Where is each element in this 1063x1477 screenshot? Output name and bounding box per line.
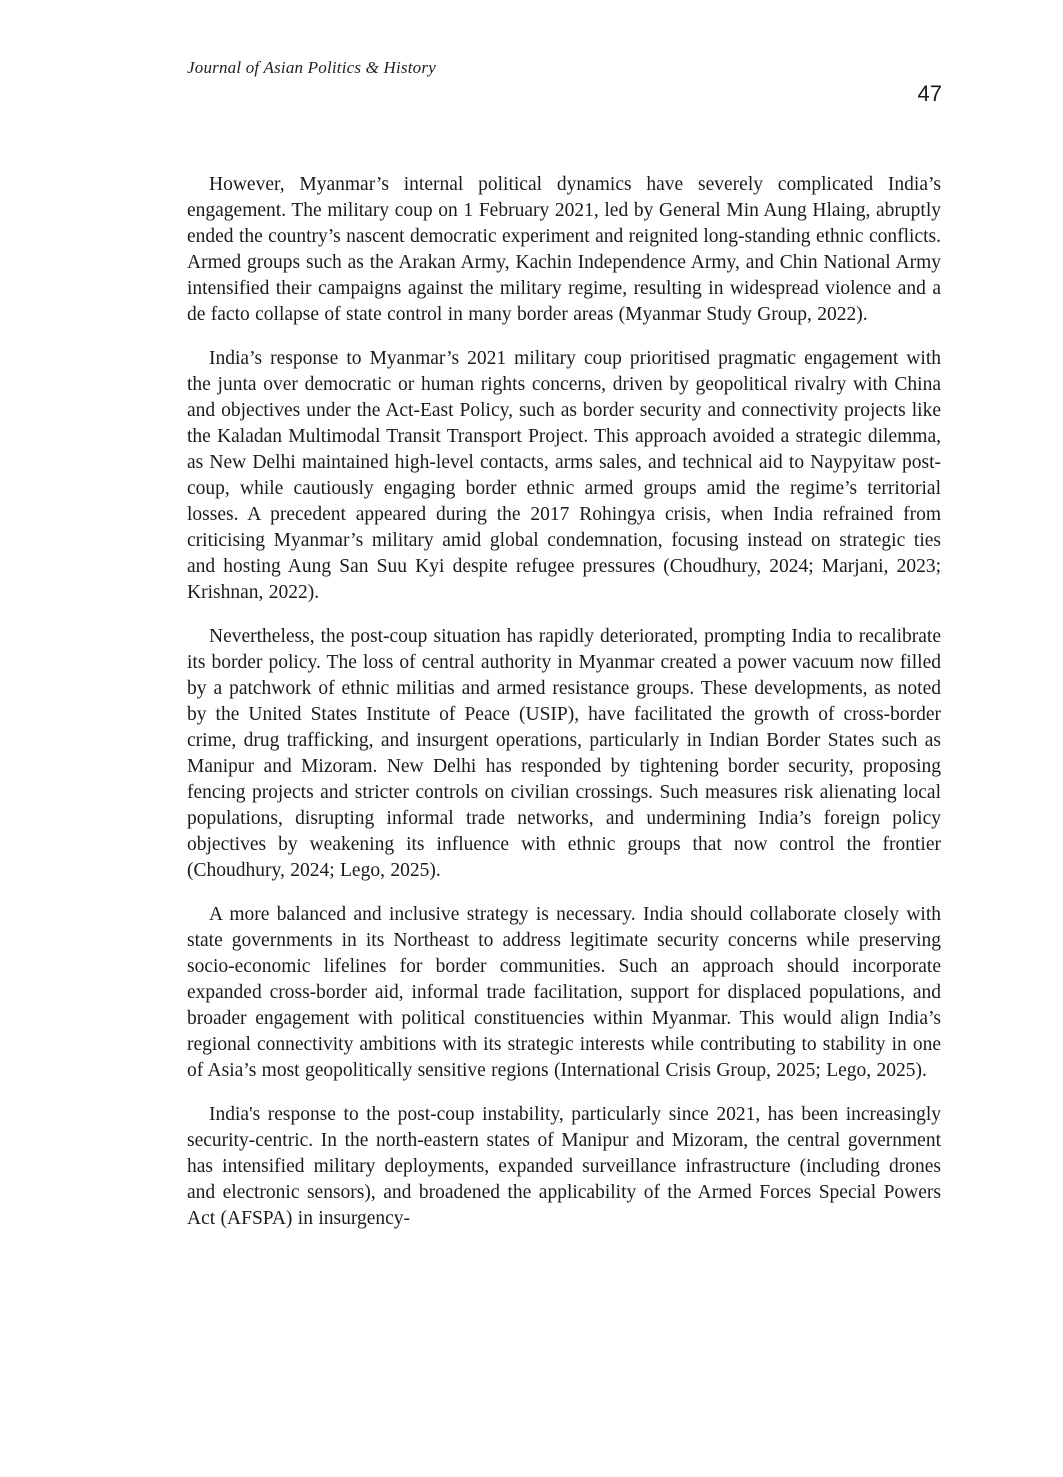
paragraph-1: However, Myanmar’s internal political dynamics have severely complicated India’s engagement. The military coup on 1 February 2021, led by General Min Aung Hlaing, abruptly ended the country’s nascent democratic experiment and reignited long-standing ethnic conflicts. Armed groups such as the Arakan Army, Kachin Independence Army, and Chin National Army intensified their campaigns against the military regime, resulting in widespread violence and a de facto collapse of state control in many border areas (Myanmar Study Group, 2022).: [187, 174, 941, 325]
page-number: 47: [917, 81, 942, 106]
paragraph-2: India’s response to Myanmar’s 2021 military coup prioritised pragmatic engagement with the junta over democratic or human rights concerns, driven by geopolitical rivalry with China and objectives under the Act-East Policy, such as border security and connectivity projects like the Kaladan Multimodal Transit Transport Project. This approach avoided a strategic dilemma, as New Delhi maintained high-level contacts, arms sales, and technical aid to Naypyitaw post-coup, while cautiously engaging border ethnic armed groups amid the regime’s territorial losses. A precedent appeared during the 2017 Rohingya crisis, when India refrained from criticising Myanmar’s military amid global condemnation, focusing instead on strategic ties and hosting Aung San Suu Kyi despite refugee pressures (Choudhury, 2024; Marjani, 2023; Krishnan, 2022).: [187, 348, 941, 603]
paragraph-3: Nevertheless, the post-coup situation has rapidly deteriorated, prompting India to recalibrate its border policy. The loss of central authority in Myanmar created a power vacuum now filled by a patchwork of ethnic militias and armed resistance groups. These developments, as noted by the United States Institute of Peace (USIP), have facilitated the growth of cross-border crime, drug trafficking, and insurgent operations, particularly in Indian Border States such as Manipur and Mizoram. New Delhi has responded by tightening border security, proposing fencing projects and stricter controls on civilian crossings. Such measures risk alienating local populations, disrupting informal trade networks, and undermining India’s foreign policy objectives by weakening its influence with ethnic groups that now control the frontier (Choudhury, 2024; Lego, 2025).: [187, 626, 941, 881]
journal-running-header: Journal of Asian Politics & History: [187, 58, 436, 77]
article-body: [187, 172, 941, 1232]
paragraph-4: A more balanced and inclusive strategy is necessary. India should collaborate closely with state governments in its Northeast to address legitimate security concerns while preserving socio-economic lifelines for border communities. Such an approach should incorporate expanded cross-border aid, informal trade facilitation, support for displaced populations, and broader engagement with political constituencies within Myanmar. This would align India’s regional connectivity ambitions with its strategic interests while contributing to stability in one of Asia’s most geopolitically sensitive regions (International Crisis Group, 2025; Lego, 2025).: [187, 904, 941, 1081]
paragraph-5: India's response to the post-coup instability, particularly since 2021, has been increasingly security-centric. In the north-eastern states of Manipur and Mizoram, the central government has intensified military deployments, expanded surveillance infrastructure (including drones and electronic sensors), and broadened the applicability of the Armed Forces Special Powers Act (AFSPA) in insurgency-: [187, 1104, 941, 1229]
